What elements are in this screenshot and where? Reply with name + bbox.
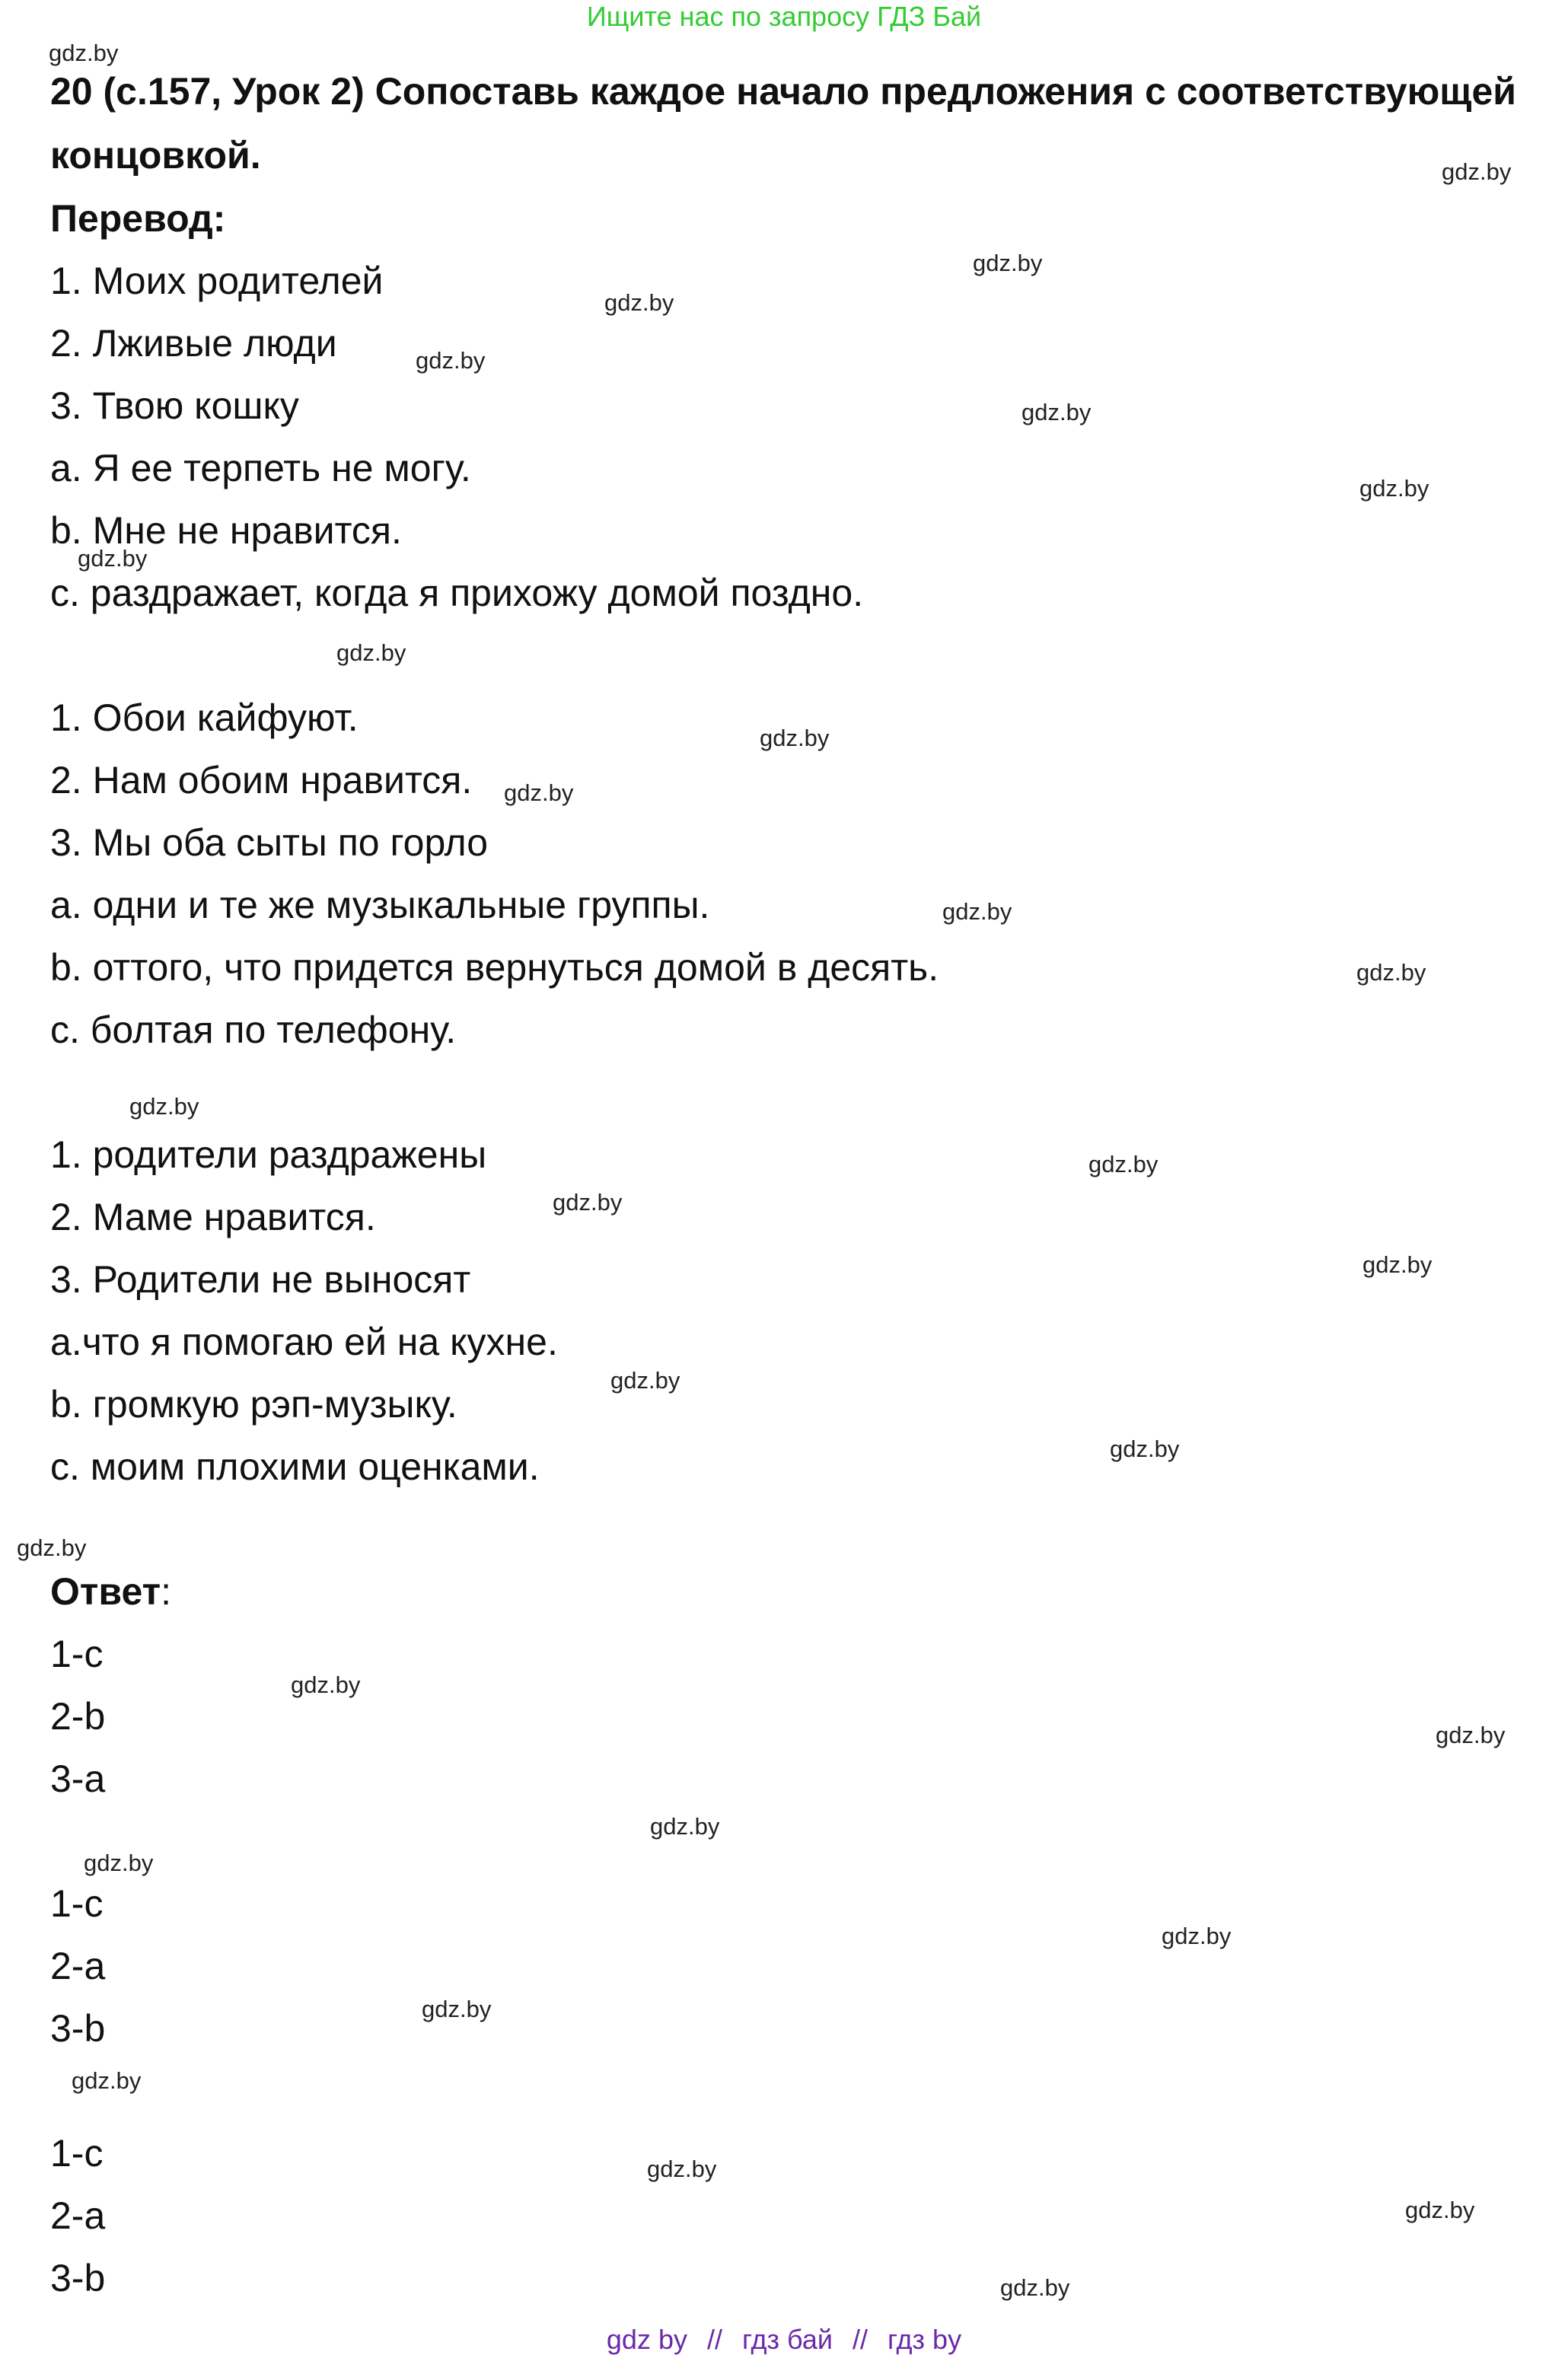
- answer-item: 3-b: [50, 2257, 106, 2299]
- list-item: 1. Моих родителей: [50, 260, 384, 302]
- answer-item: 3-b: [50, 2007, 106, 2050]
- watermark: gdz.by: [72, 2067, 142, 2094]
- exercise-title: 20 (с.157, Урок 2) Сопоставь каждое начало предложения с соответствующей концовкой.: [50, 70, 1517, 177]
- answer-item: 1-c: [50, 2132, 104, 2175]
- watermark: gdz.by: [650, 1813, 720, 1840]
- watermark: gdz.by: [49, 40, 119, 66]
- answer-item: 1-c: [50, 1633, 104, 1675]
- watermark: gdz.by: [1000, 2274, 1070, 2301]
- translation-label: Перевод:: [50, 197, 226, 240]
- watermark: gdz.by: [336, 639, 406, 666]
- watermark: gdz.by: [942, 898, 1012, 925]
- watermark: gdz.by: [610, 1367, 680, 1394]
- list-item: a.что я помогаю ей на кухне.: [50, 1321, 558, 1363]
- watermark: gdz.by: [1442, 158, 1512, 185]
- watermark: gdz.by: [416, 347, 486, 374]
- list-item: b. громкую рэп-музыку.: [50, 1383, 457, 1426]
- watermark: gdz.by: [84, 1850, 154, 1876]
- translation-group-1: [50, 250, 1542, 624]
- watermark: gdz.by: [291, 1671, 361, 1698]
- watermark: gdz.by: [604, 289, 674, 316]
- answer-item: 2-b: [50, 1695, 106, 1738]
- answer-label: Ответ:: [50, 1570, 171, 1613]
- list-item: 2. Нам обоим нравится.: [50, 759, 473, 801]
- watermark: gdz.by: [1362, 1251, 1433, 1278]
- watermark: gdz.by: [17, 1534, 87, 1561]
- exercise-content: [50, 59, 1542, 2309]
- list-item: 1. Обои кайфуют.: [50, 696, 359, 739]
- watermark: gdz.by: [553, 1189, 623, 1216]
- translation-group-3: [50, 1123, 1542, 1498]
- list-item: c. моим плохими оценками.: [50, 1445, 540, 1488]
- answer-group-3: [50, 2122, 1542, 2309]
- list-item: a. Я ее терпеть не могу.: [50, 447, 471, 489]
- watermark: gdz.by: [760, 725, 830, 751]
- answer-item: 2-a: [50, 1945, 106, 1987]
- list-item: c. болтая по телефону.: [50, 1009, 457, 1051]
- watermark: gdz.by: [1088, 1151, 1158, 1177]
- footer-separator: //: [707, 2324, 723, 2355]
- list-item: a. одни и те же музыкальные группы.: [50, 884, 710, 926]
- list-item: 3. Твою кошку: [50, 384, 299, 427]
- watermark: gdz.by: [647, 2156, 717, 2182]
- watermark: gdz.by: [129, 1093, 199, 1120]
- footer-link-gdz-by[interactable]: gdz by: [606, 2324, 687, 2355]
- list-item: b. Мне не нравится.: [50, 509, 402, 552]
- watermark: gdz.by: [1021, 399, 1092, 425]
- watermark: gdz.by: [973, 250, 1043, 276]
- list-item: 3. Мы оба сыты по горло: [50, 821, 489, 864]
- footer-link-gdz-bai[interactable]: гдз бай: [742, 2324, 833, 2355]
- list-item: 2. Лживые люди: [50, 322, 337, 365]
- watermark: gdz.by: [1162, 1923, 1232, 1949]
- watermark: gdz.by: [1405, 2197, 1475, 2223]
- footer-links: [0, 2323, 1568, 2356]
- answer-item: 2-a: [50, 2194, 106, 2237]
- watermark: gdz.by: [422, 1996, 492, 2022]
- footer-link-gdz-by-cyr[interactable]: гдз by: [888, 2324, 962, 2355]
- list-item: b. оттого, что придется вернуться домой в десять.: [50, 946, 939, 989]
- search-banner[interactable]: Ищите нас по запросу ГДЗ Бай: [586, 1, 982, 32]
- watermark: gdz.by: [1436, 1722, 1506, 1748]
- answer-group-2: [50, 1872, 1542, 2060]
- footer-separator: //: [853, 2324, 868, 2355]
- answer-item: 1-c: [50, 1882, 104, 1925]
- list-item: 2. Маме нравится.: [50, 1196, 376, 1238]
- watermark: gdz.by: [504, 779, 574, 806]
- watermark: gdz.by: [1359, 475, 1429, 502]
- answer-item: 3-a: [50, 1757, 106, 1800]
- answer-group-1: [50, 1623, 1542, 1810]
- watermark: gdz.by: [78, 545, 148, 572]
- watermark: gdz.by: [1110, 1436, 1180, 1462]
- watermark: gdz.by: [1356, 959, 1426, 986]
- list-item: 3. Родители не выносят: [50, 1258, 471, 1301]
- list-item: c. раздражает, когда я прихожу домой поздно.: [50, 572, 864, 614]
- list-item: 1. родители раздражены: [50, 1133, 487, 1176]
